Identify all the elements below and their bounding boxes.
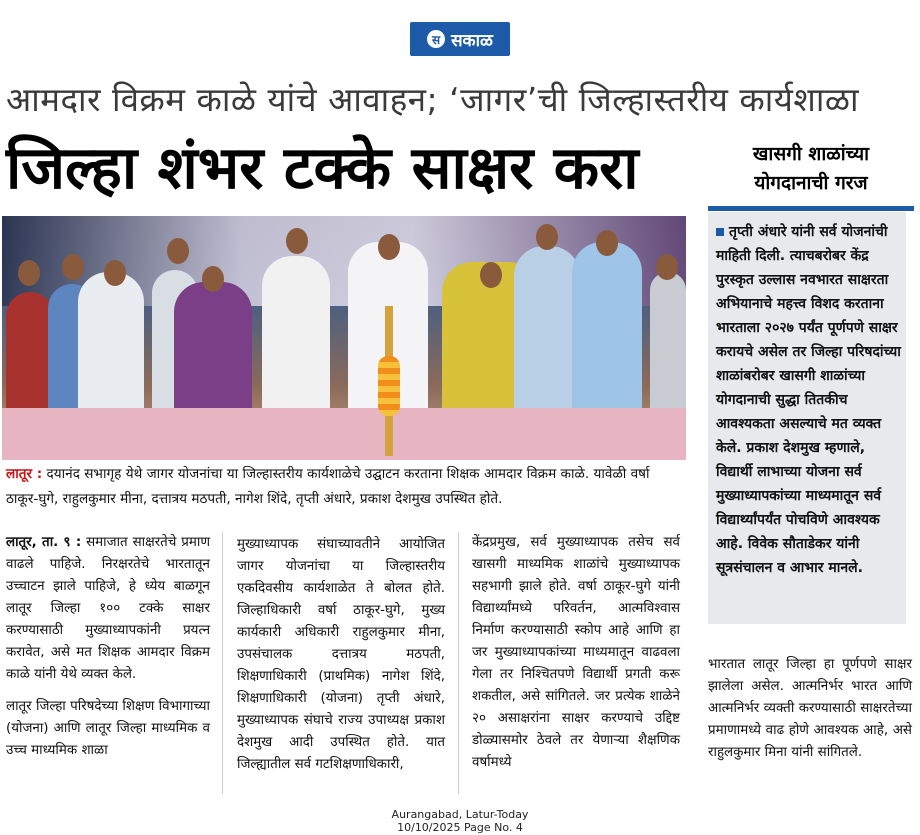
photo-person-head — [656, 254, 678, 280]
footer-date-page: 10/10/2025 Page No. 4 — [397, 821, 523, 834]
photo-person-head — [286, 228, 308, 254]
article-column-1 — [6, 532, 210, 772]
caption-text: दयानंद सभागृह येथे जागर योजनांचा या जिल्हास्तरीय कार्यशाळेचे उद्घाटन करताना शिक्षक आमदार विक्रम काळे. यावेळी वर्षा ठाकूर-घुगे, राहुलकुमार मीना, दत्तात्रय मठपती, नागेश शिंदे, तृप्ती अंधारे, प्रकाश देशमुख उपस्थित होते. — [6, 466, 650, 507]
dateline: लातूर, ता. ९ : — [6, 535, 82, 550]
photo-person-head — [18, 260, 40, 286]
bullet-square-icon — [716, 228, 724, 236]
sidebar-heading — [708, 140, 914, 198]
article-paragraph — [6, 532, 210, 686]
photo-person-head — [596, 230, 618, 256]
article-column-3 — [472, 532, 680, 784]
sidebar-accent-rule — [708, 206, 914, 211]
photo-person-head — [62, 254, 84, 280]
column-divider — [458, 532, 459, 794]
sidebar-heading-line: योगदानाची गरज — [754, 172, 868, 194]
article-paragraph: लातूर जिल्हा परिषदेच्या शिक्षण विभागाच्या (योजना) आणि लातूर जिल्हा माध्यमिक व उच्च माध्यमिक शाळा — [6, 699, 210, 758]
sidebar-box — [708, 212, 906, 624]
newspaper-masthead-logo — [410, 22, 510, 56]
photo-caption — [6, 462, 682, 512]
photo-person-head — [378, 234, 400, 260]
article-paragraph: केंद्रप्रमुख, सर्व मुख्याध्यापक तसेच सर्व खासगी माध्यमिक शाळांचे मुख्याध्यापक सहभागी झाले होते. वर्षा ठाकूर-घुगे यांनी विद्यार्थ्यांमध्ये परिवर्तन, आत्मविश्वास निर्माण करण्यासाठी स्कोप आहे आणि हा जर मुख्याध्यापकांच्या माध्यमातून वाढवला गेला तर निश्चितपणे विद्यार्थी प्रगती करू शकतील, असे सांगितले. जर प्रत्येक शाळेने २० असाक्षरांना साक्षर करण्याचे उद्दिष्ट डोळ्यासमोर ठेवले तर येणाऱ्या शैक्षणिक वर्षामध्ये — [472, 535, 680, 770]
masthead-name: सकाळ — [451, 30, 493, 51]
photo-person-head — [167, 238, 189, 264]
sidebar-heading-line: खासगी शाळांच्या — [752, 143, 870, 165]
column-divider — [222, 532, 223, 794]
photo-person-head — [104, 260, 126, 286]
article-text: समाजात साक्षरतेचे प्रमाण वाढले पाहिजे. निरक्षरतेचे भारतातून उच्चाटन झाले पाहिजे, हे ध्येय बाळगून लातूर जिल्हा १०० टक्के साक्षर करण्यासाठी मुख्याध्यापकांनी प्रयत्न करावेत, असे मत शिक्षक आमदार विक्रम काळे यांनी येथे व्यक्त केले. — [6, 535, 210, 682]
caption-place: लातूर : — [6, 466, 43, 482]
article-paragraph: मुख्याध्यापक संघाच्यावतीने आयोजित जागर योजनांचा या जिल्हास्तरीय एकदिवसीय कार्यशाळेत ते बोलत होते. जिल्हाधिकारी वर्षा ठाकूर-घुगे, मुख्य कार्यकारी अधिकारी राहुलकुमार मीना, उपसंचालक दत्तात्रय मठपती, शिक्षणाधिकारी (प्राथमिक) नागेश शिंदे, शिक्षणाधिकारी (योजना) तृप्ती अंधारे, मुख्याध्यापक संघाचे राज्य उपाध्यक्ष प्रकाश देशमुख आदी उपस्थित होते. यात जिल्ह्यातील सर्व गटशिक्षणाधिकारी, — [237, 537, 445, 772]
article-column-2 — [237, 534, 445, 786]
photo-person-head — [536, 224, 558, 250]
event-photo — [2, 216, 686, 460]
logo-emblem-icon: स — [427, 30, 445, 48]
photo-person-head — [480, 262, 502, 288]
stage-table — [2, 408, 686, 460]
sidebar-box-text: तृप्ती अंधारे यांनी सर्व योजनांची माहिती दिली. त्याचबरोबर केंद्र पुरस्कृत उल्लास नवभारत साक्षरता अभियानाचे महत्त्व विशद करताना भारताला २०२७ पर्यंत पूर्णपणे साक्षर करायचे असेल तर जिल्हा परिषदांच्या शाळांबरोबर खासगी शाळांच्या योगदानाची सुद्धा तितकीच आवश्यकता असल्याचे मत व्यक्त केले. प्रकाश देशमुख म्हणाले, विद्यार्थी लाभाच्या योजना सर्व मुख्याध्यापकांच्या माध्यमातून सर्व विद्यार्थ्यांपर्यंत पोचविणे आवश्यक आहे. विवेक सौताडेकर यांनी सूत्रसंचालन व आभार मानले. — [716, 224, 901, 576]
footer-edition: Aurangabad, Latur-Today — [391, 808, 529, 821]
kicker-subheadline: आमदार विक्रम काळे यांचे आवाहन; ‘जागर’ची जिल्हास्तरीय कार्यशाळा — [6, 80, 860, 119]
photo-person-head — [202, 266, 224, 292]
page-footer — [0, 808, 920, 834]
flower-garland — [378, 356, 400, 416]
article-continuation: भारतात लातूर जिल्हा हा पूर्णपणे साक्षर झालेला असेल. आत्मनिर्भर भारत आणि आत्मनिर्भर व्यक्ती करण्यासाठी साक्षरतेच्या प्रमाणामध्ये वाढ होणे आवश्यक आहे, असे राहुलकुमार मिना यांनी सांगितले. — [708, 657, 912, 760]
main-headline: जिल्हा शंभर टक्के साक्षर करा — [6, 133, 639, 202]
